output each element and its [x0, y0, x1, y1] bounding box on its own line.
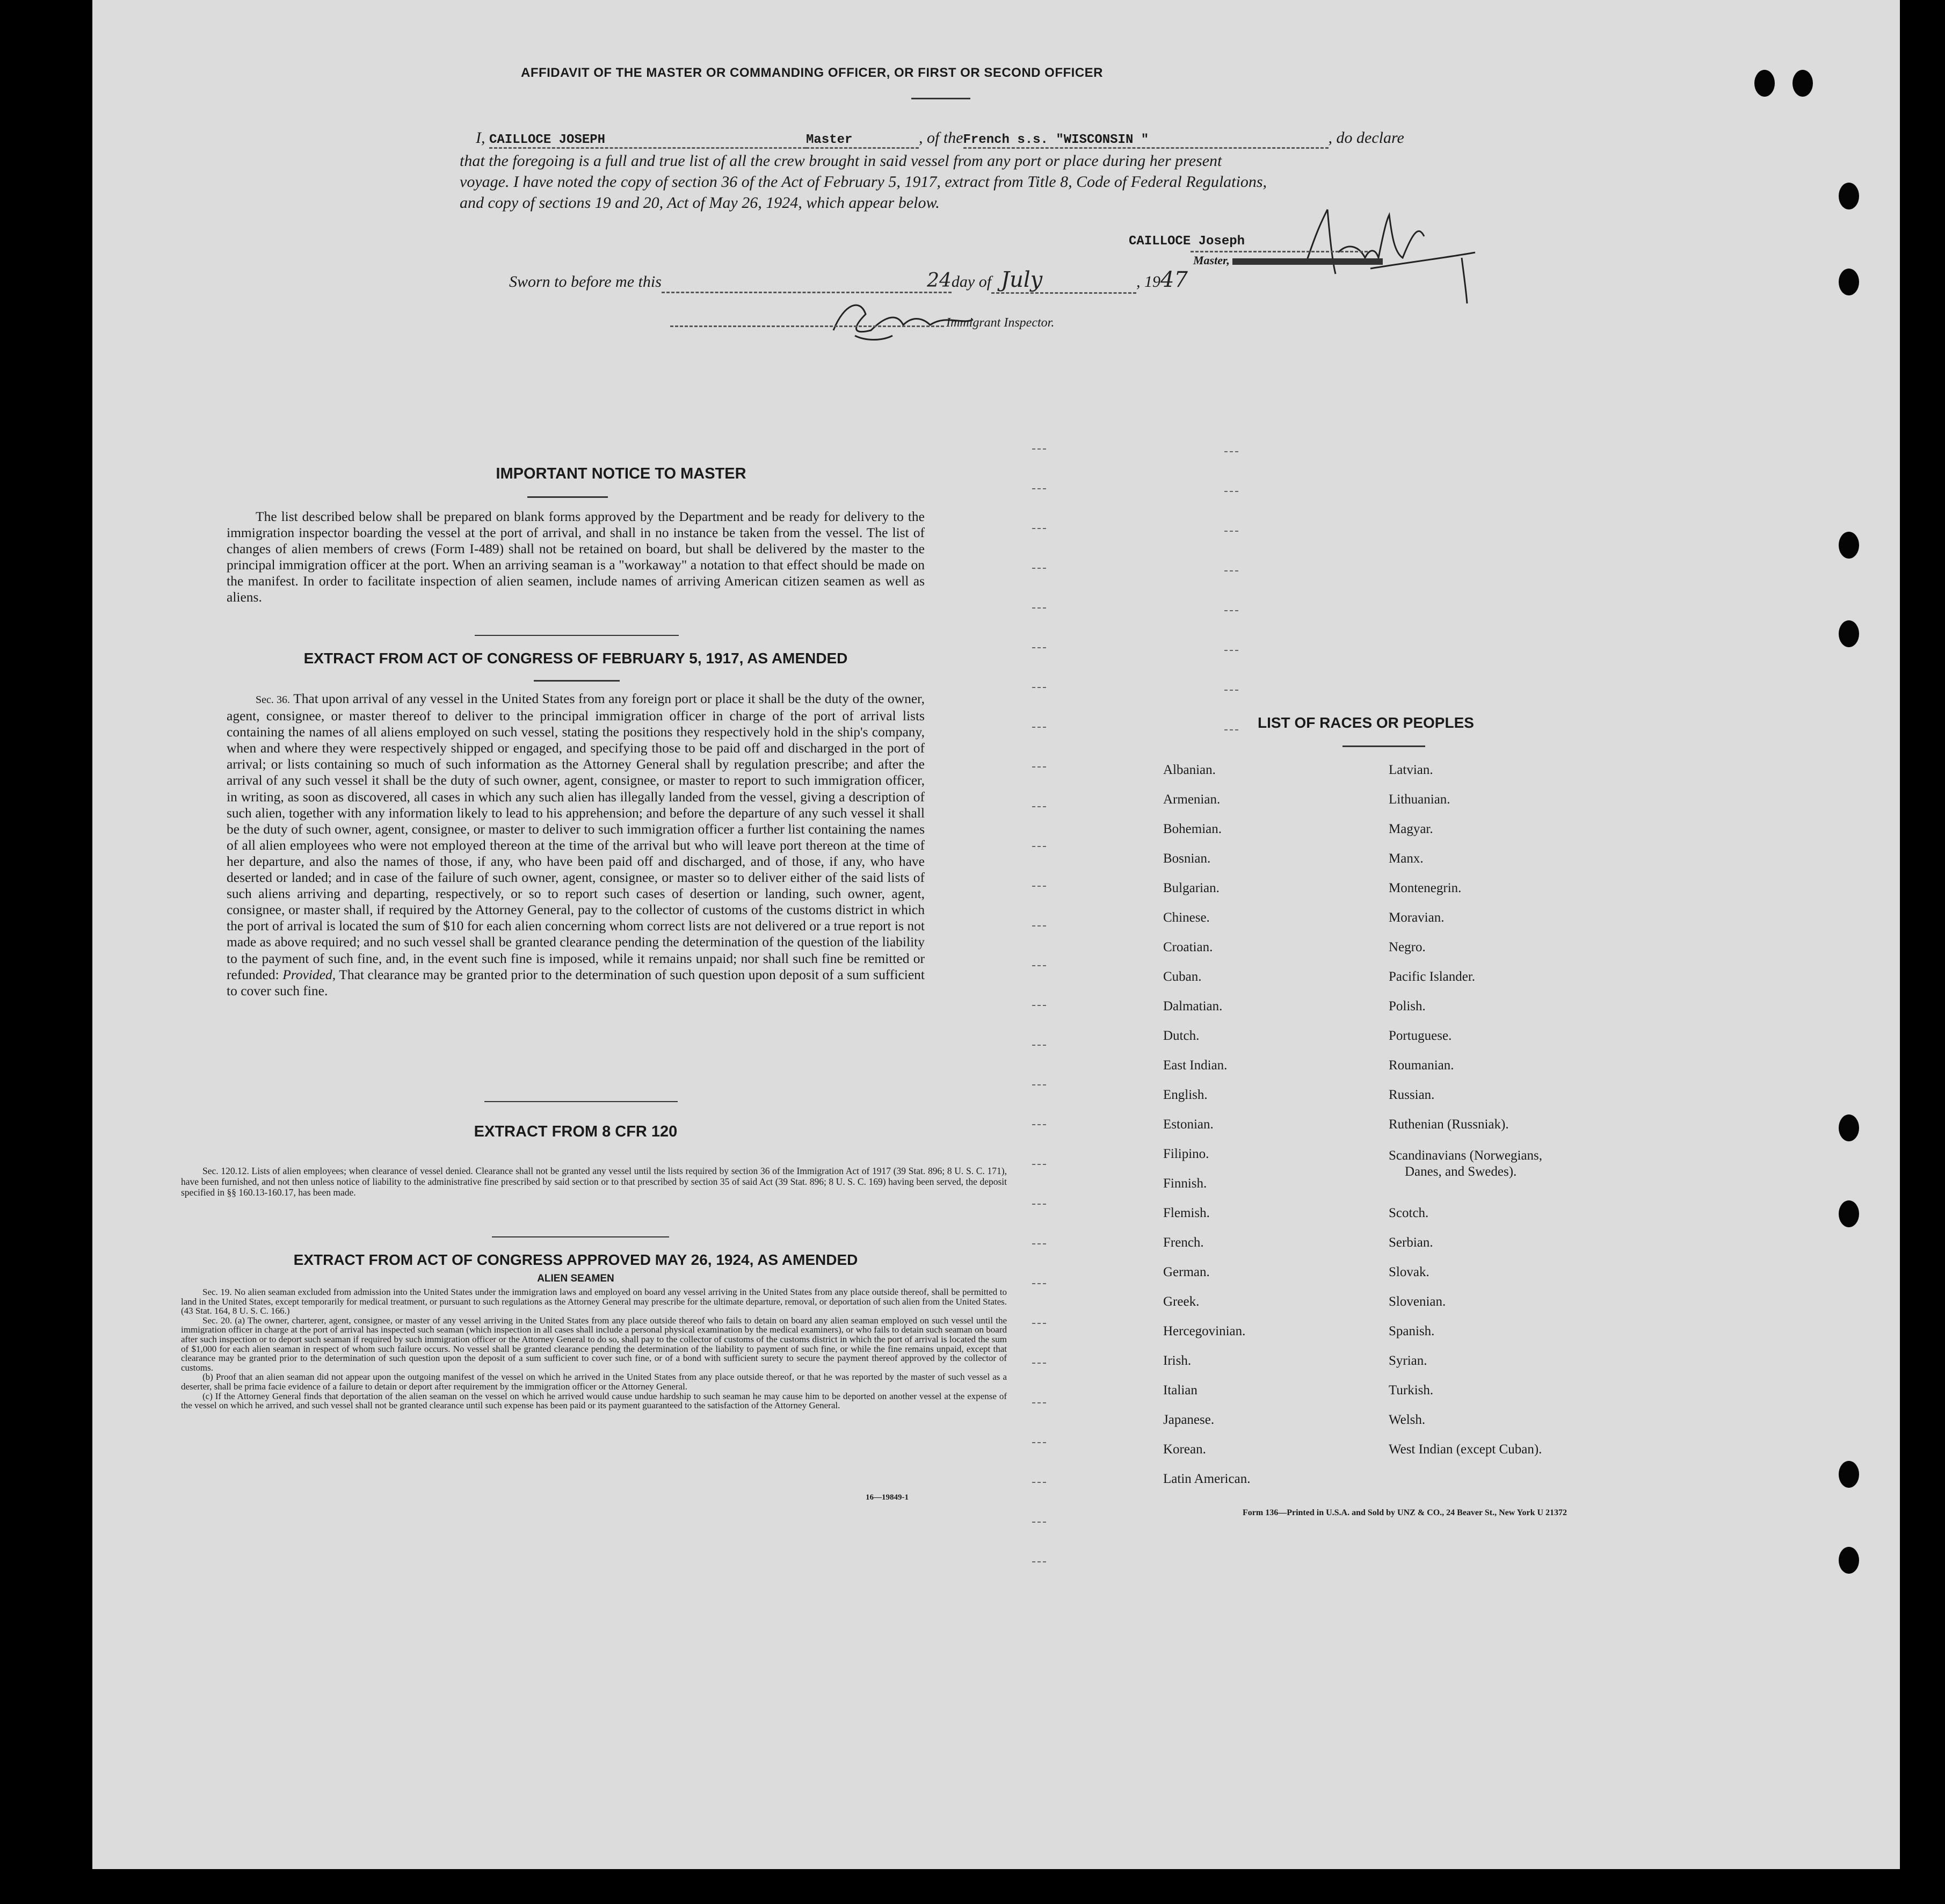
sworn-year: 47 — [1160, 267, 1188, 292]
scan-tick — [1032, 1283, 1046, 1284]
section-rule-1 — [475, 635, 679, 636]
scan-tick — [1032, 1363, 1046, 1364]
race-left-item: Armenian. — [1163, 792, 1221, 807]
race-right-item: Slovak. — [1389, 1265, 1429, 1279]
race-right-item: Scotch. — [1389, 1206, 1429, 1220]
punch-hole — [1839, 1114, 1859, 1141]
master-name: CAILLOCE JOSEPH — [489, 133, 606, 147]
race-left-item: Albanian. — [1163, 763, 1216, 777]
sworn-day-field — [662, 270, 952, 293]
signature-line — [1191, 251, 1368, 252]
provided-label: Provided, — [282, 966, 336, 982]
race-right-item: Magyar. — [1389, 822, 1433, 836]
vessel-name: French s.s. "WISCONSIN " — [963, 133, 1149, 147]
race-left-item: German. — [1163, 1265, 1210, 1279]
race-left-item: French. — [1163, 1235, 1204, 1250]
scan-tick — [1224, 531, 1238, 532]
race-left-item: English. — [1163, 1088, 1208, 1102]
scan-tick — [1032, 1005, 1046, 1006]
race-left-item: Korean. — [1163, 1442, 1206, 1457]
punch-hole — [1754, 70, 1775, 97]
race-left-item: Greek. — [1163, 1294, 1200, 1309]
rank-value: Master — [806, 133, 853, 147]
race-left-item: Croatian. — [1163, 940, 1213, 954]
sworn-month: July — [1001, 267, 1043, 292]
scan-tick — [1032, 1442, 1046, 1443]
race-right-item: Welsh. — [1389, 1413, 1426, 1427]
inspector-label: Immigrant Inspector. — [946, 316, 1055, 330]
affidavit-line2: that the foregoing is a full and true list of all the crew brought in said vessel from any port or place during her present — [460, 152, 1222, 170]
of-the-label: , of the — [919, 129, 963, 147]
race-left-item: Bohemian. — [1163, 822, 1222, 836]
race-right-item: Syrian. — [1389, 1353, 1427, 1368]
scan-tick — [1032, 568, 1046, 569]
race-right-item: Portuguese. — [1389, 1029, 1452, 1043]
year-prefix: , 19 — [1136, 273, 1161, 291]
scan-tick — [1032, 1084, 1046, 1085]
race-left-item: Cuban. — [1163, 969, 1202, 984]
scan-tick — [1032, 1164, 1046, 1165]
scan-tick — [1224, 610, 1238, 611]
sworn-month-field — [991, 267, 1136, 294]
scan-tick — [1032, 965, 1046, 966]
vessel-field — [963, 129, 1329, 149]
race-right-item: Turkish. — [1389, 1383, 1434, 1398]
sec-19-text: Sec. 19. No alien seaman excluded from admission into the United States under the immigration laws and employed on board any vessel arriving in the United States from any place outside thereof, shall be permitted to land in the United States, except temporarily for medical treatment, or pursuant to such regulations as the Attorney General may prescribe for the ultimate departure, removal, or deportation of such alien from the United States. (43 Stat. 164, 8 U. S. C. 166.) — [181, 1287, 1007, 1316]
notice-body: The list described below shall be prepared on blank forms approved by the Department and be ready for delivery to the immigration inspector boarding the vessel at the port of arrival, and shall in no instance be taken from the vessel. The list of changes of alien members of crews (Form I-489) shall not be retained on board, but shall be delivered by the master to the principal immigration officer at the port. When an arriving seaman is a "workaway" a notation to that effect should be made on the manifest. In order to facilitate inspection of alien seamen, include names of arriving American citizen seamen as well as aliens. — [227, 509, 925, 605]
race-left-item: Irish. — [1163, 1353, 1192, 1368]
scan-tick — [1224, 491, 1238, 492]
scan-tick — [1224, 570, 1238, 571]
scan-tick — [1032, 925, 1046, 926]
race-left-item: Japanese. — [1163, 1413, 1215, 1427]
race-left-item: Dalmatian. — [1163, 999, 1223, 1013]
race-left-item: Filipino. — [1163, 1147, 1209, 1161]
extract-1917-body — [227, 691, 925, 999]
scan-tick — [1032, 1204, 1046, 1205]
scan-tick — [1032, 1124, 1046, 1125]
scan-tick — [1032, 607, 1046, 609]
section-rule-2 — [484, 1101, 678, 1102]
affidavit-i: I, — [476, 129, 485, 147]
race-right-item: Ruthenian (Russniak). — [1389, 1117, 1509, 1132]
do-declare-label: , do declare — [1328, 129, 1404, 147]
form-code: 16—19849-1 — [866, 1493, 909, 1502]
master-label-line — [1193, 254, 1383, 267]
sec-20a-text: Sec. 20. (a) The owner, charterer, agent, consignee, or master of any vessel arriving in the United States from any place outside thereof who fails to detain on board any alien seaman employed on such vessel until the immigration officer in charge at the port of arrival has inspected such seaman (which inspection in all cases shall include a personal physical examination by the medical examiners), or who fails to detain such seaman on board after such inspection or to deport such seaman if required by such immigration officer or the Attorney General to do so, shall pay to the collector of customs of the customs district in which the port of arrival is located the sum of $1,000 for each alien seaman in respect of whom such failure occurs. No vessel shall be granted clearance pending the determination of the liability to payment of such fine, or while the fine remains unpaid, except that clearance may be granted prior to the determination of such question upon the deposit of a sum sufficient to cover such fine, or of a bond with sufficient surety to secure the payment thereof approved by the collector of customs. — [181, 1315, 1007, 1373]
scan-tick — [1224, 650, 1238, 651]
sec-36-tail: That clearance may be granted prior to the determination of such question upon deposit of a sum sufficient to cover such fine. — [227, 966, 925, 998]
punch-hole — [1839, 1547, 1859, 1574]
day-of-label: day of — [951, 273, 992, 291]
sec-20b-text: (b) Proof that an alien seaman did not appear upon the outgoing manifest of the vessel on which he arrived in the United States from any place outside thereof, or that he was reported by the master of such vessel as a deserter, shall be prima facie evidence of a failure to detain or deport after requirement by the immigration officer or the Attorney General. — [181, 1372, 1007, 1392]
scan-tick — [1224, 451, 1238, 452]
race-left-item: Italian — [1163, 1383, 1198, 1398]
master-label: Master, — [1193, 254, 1230, 267]
form-footer: Form 136—Printed in U.S.A. and Sold by UNZ & CO., 24 Beaver St., New York U 21372 — [1243, 1508, 1567, 1517]
punch-hole — [1792, 70, 1813, 97]
extract-1924-body — [181, 1287, 1007, 1410]
race-right-item: Polish. — [1389, 999, 1426, 1013]
sec-36-label: Sec. 36. — [256, 694, 291, 706]
sworn-label: Sworn to before me this — [509, 273, 662, 291]
race-left-item: Latin American. — [1163, 1472, 1251, 1486]
race-right-item: Slovenian. — [1389, 1294, 1446, 1309]
affidavit-title: AFFIDAVIT OF THE MASTER OR COMMANDING OFFICER, OR FIRST OR SECOND OFFICER — [520, 66, 1104, 80]
race-left-item: Flemish. — [1163, 1206, 1210, 1220]
master-signature-typed: CAILLOCE Joseph — [1129, 234, 1245, 249]
race-left-item: Bulgarian. — [1163, 881, 1220, 895]
title-underline — [911, 98, 970, 99]
affidavit-line3: voyage. I have noted the copy of section 36 of the Act of February 5, 1917, extract from Title 8, Code of Federal Regulations, — [460, 173, 1267, 191]
sec-36-text: That upon arrival of any vessel in the United States from any foreign port or place it shall be the duty of the owner, agent, consignee, or master thereof to deliver to the principal immigration officer in charge of the port of arrival lists containing the names of all aliens employed on such vessel, stating the positions they respectively hold in the ship's company, when and where they were respectively shipped or engaged, and specifying those to be paid off and discharged in the port of arrival; or lists containing so much of such information as the Attorney General shall by regulation prescribe; and after the arrival of any such vessel it shall be the duty of such owner, agent, consignee, or master to report to such immigration officer, in writing, as soon as discovered, all cases in which any such alien has illegally landed from the vessel, giving a description of such alien, together with any information likely to lead to his apprehension; and before the departure of any such vessel it shall be the duty of such owner, agent, consignee, or master to deliver to such immigration officer a further list containing the names of all alien employees who were not employed thereon at the time of the arrival but who will leave port thereon at the time of her departure, and also the names of those, if any, who have been paid off and discharged, and of those, if any, who have deserted or landed; and in case of the failure of such owner, agent, consignee, or master so to deliver either of the said lists of such aliens arriving and departing, respectively, or so to report such cases of desertion or landing, such owner, agent, consignee, or master shall, if required by the Attorney General, pay to the collector of customs of the customs district in which the port of arrival is located the sum of $10 for each alien concerning whom correct lists are not delivered or a true report is not made as above required; and no such vessel shall be granted clearance pending the determination of the question of the liability to the payment of such fine, and, in the event such fine is imposed, while it remains unpaid; nor shall such fine be remitted or refunded: — [227, 691, 925, 982]
scan-tick — [1032, 886, 1046, 887]
race-right-item: Manx. — [1389, 851, 1424, 866]
race-right-item: Danes, and Swedes). — [1405, 1164, 1517, 1179]
scan-tick — [1032, 1045, 1046, 1046]
rank-field — [806, 129, 919, 149]
scan-tick — [1032, 766, 1046, 768]
scan-tick — [1032, 647, 1046, 648]
punch-hole — [1839, 1461, 1859, 1488]
race-right-item: Russian. — [1389, 1088, 1435, 1102]
race-left-item: Estonian. — [1163, 1117, 1214, 1132]
extract-1924-heading: EXTRACT FROM ACT OF CONGRESS APPROVED MAY 26, 1924, AS AMENDED — [293, 1251, 858, 1268]
cfr-body: Sec. 120.12. Lists of alien employees; when clearance of vessel denied. Clearance shall not be granted any vessel until the lists required by section 36 of the Immigration Act of 1917 (39 Stat. 896; 8 U. S. C. 171), have been furnished, and not then unless notice of liability to the administrative fine prescribed by said section or to that prescribed by section 35 of said Act (39 Stat. 896; 8 U. S. C. 169) having been served, the deposit specified in §§ 160.13-160.17, has been made. — [181, 1165, 1007, 1198]
race-right-item: Serbian. — [1389, 1235, 1433, 1250]
master-name-field — [489, 129, 806, 149]
scan-tick — [1032, 727, 1046, 728]
race-right-item: Spanish. — [1389, 1324, 1435, 1338]
race-right-item: Scandinavians (Norwegians, — [1389, 1148, 1543, 1163]
sec-20c-text: (c) If the Attorney General finds that deportation of the alien seaman on the vessel on which he arrived would cause undue hardship to such seaman he may cause him to be deported on another vessel at the expense of the vessel on which he arrived, and such vessel shall not be granted clearance until such expense has been paid or its payment guaranteed to the satisfaction of the Attorney General. — [181, 1391, 1007, 1411]
race-right-item: Moravian. — [1389, 910, 1445, 925]
scan-tick — [1032, 1522, 1046, 1523]
scan-tick — [1032, 687, 1046, 688]
scan-tick — [1032, 1243, 1046, 1244]
race-left-item: Bosnian. — [1163, 851, 1211, 866]
scan-tick — [1224, 690, 1238, 691]
scan-tick — [1032, 528, 1046, 529]
scan-tick — [1032, 488, 1046, 489]
notice-rule — [527, 496, 608, 498]
punch-hole — [1839, 620, 1859, 647]
race-right-item: Pacific Islander. — [1389, 969, 1476, 984]
scan-tick — [1032, 1482, 1046, 1483]
notice-heading: IMPORTANT NOTICE TO MASTER — [496, 465, 746, 482]
affidavit-line1 — [476, 129, 1404, 149]
cfr-heading: EXTRACT FROM 8 CFR 120 — [474, 1123, 678, 1140]
race-right-item: Roumanian. — [1389, 1058, 1454, 1073]
race-right-item: Lithuanian. — [1389, 792, 1450, 807]
scan-tick — [1032, 1402, 1046, 1403]
struck-text — [1232, 258, 1383, 265]
punch-hole — [1839, 1200, 1859, 1227]
scan-tick — [1032, 806, 1046, 807]
punch-hole — [1839, 183, 1859, 209]
affidavit-line4: and copy of sections 19 and 20, Act of May 26, 1924, which appear below. — [460, 194, 940, 212]
scan-tick — [1224, 729, 1238, 730]
sworn-day: 24 — [927, 270, 952, 292]
races-heading: LIST OF RACES OR PEOPLES — [1258, 714, 1474, 731]
handwritten-signature — [1284, 199, 1478, 306]
race-left-item: Chinese. — [1163, 910, 1210, 925]
race-right-item: West Indian (except Cuban). — [1389, 1442, 1542, 1457]
extract-1917-rule — [534, 680, 620, 682]
section-rule-3 — [492, 1236, 669, 1237]
form-page — [92, 0, 1900, 1869]
race-right-item: Negro. — [1389, 940, 1426, 954]
alien-seamen-subheading: ALIEN SEAMEN — [537, 1273, 614, 1284]
race-left-item: Dutch. — [1163, 1029, 1200, 1043]
race-left-item: Finnish. — [1163, 1176, 1207, 1191]
extract-1917-heading: EXTRACT FROM ACT OF CONGRESS OF FEBRUARY 5, 1917, AS AMENDED — [303, 650, 848, 667]
race-right-item: Montenegrin. — [1389, 881, 1462, 895]
scan-tick — [1032, 846, 1046, 847]
scan-tick — [1032, 1323, 1046, 1324]
race-left-item: East Indian. — [1163, 1058, 1228, 1073]
races-rule — [1342, 745, 1425, 747]
scan-tick — [1032, 1561, 1046, 1562]
scan-tick — [1032, 448, 1046, 450]
punch-hole — [1839, 532, 1859, 559]
race-right-item: Latvian. — [1389, 763, 1433, 777]
inspector-line — [670, 325, 944, 327]
race-left-item: Hercegovinian. — [1163, 1324, 1246, 1338]
punch-hole — [1839, 269, 1859, 295]
sworn-line — [509, 267, 1188, 294]
